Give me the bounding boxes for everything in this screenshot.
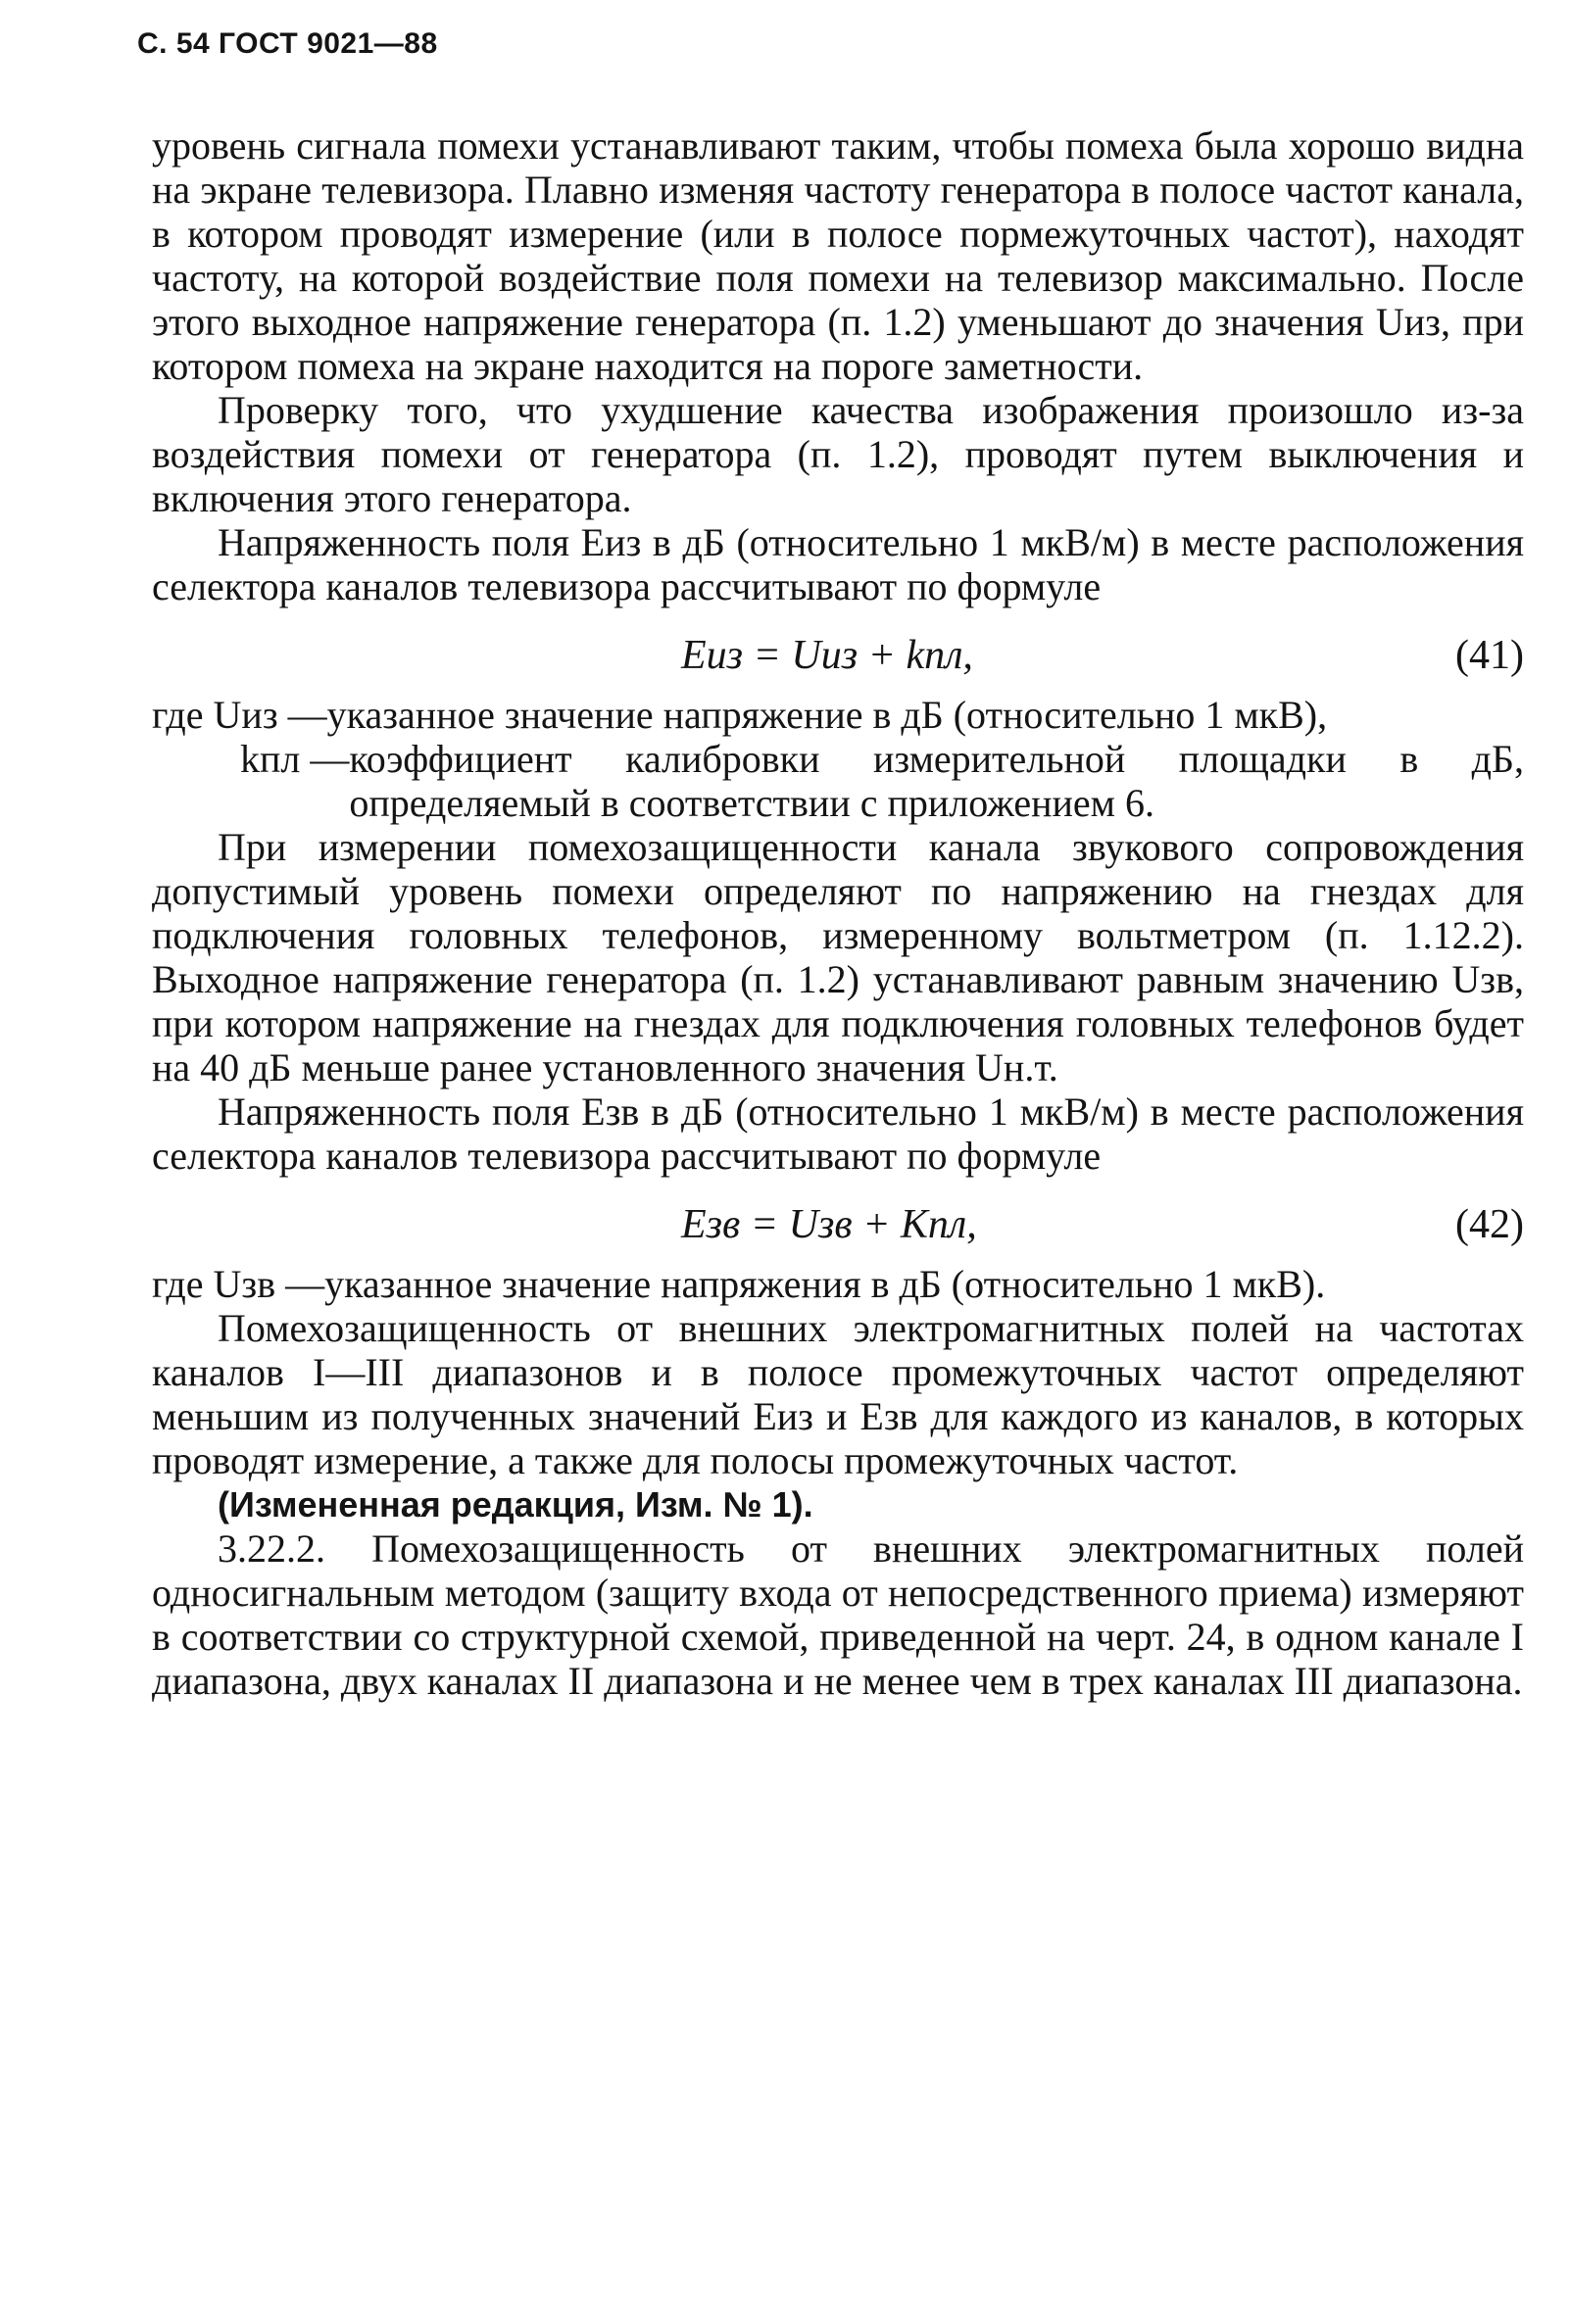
amendment-note: (Измененная редакция, Изм. № 1). bbox=[218, 1484, 813, 1525]
paragraph: При измерении помехозащищенности канала звукового сопровождения допустимый уровень помехи определяют по напряжению на гнездах для подключения головных телефонов, измеренному вольтметром (п. 1.12.2). Выходное напряжение генератора (п. 1.2) устанавливают равным значению Uзв, при котором напряжение на гнездах для подключения головных телефонов будет на 40 дБ меньше ранее установленного значения Uн.т. bbox=[152, 825, 1524, 1089]
definition-text: коэффициент калибровки измерительной площадки в дБ, определяемый в соответствии с приложением 6. bbox=[349, 737, 1524, 825]
definition-term: kпл — bbox=[240, 737, 350, 781]
paragraph: Напряженность поля Eзв в дБ (относительно 1 мкВ/м) в месте расположения селектора каналов телевизора рассчитывают по формуле bbox=[152, 1089, 1524, 1178]
formula-number: (41) bbox=[1455, 633, 1524, 678]
definition-term: где Uзв — bbox=[152, 1262, 325, 1306]
paragraph: Напряженность поля Eиз в дБ (относительно 1 мкВ/м) в месте расположения селектора каналов телевизора рассчитывают по формуле bbox=[152, 520, 1524, 608]
paragraph: 3.22.2. Помехозащищенность от внешних электромагнитных полей односигнальным методом (защиту входа от непосредственного приема) измеряют в соответствии со структурной схемой, приведенной на черт. 24, в одном канале I диапазона, двух каналах II диапазона и не менее чем в трех каналах III диапазона. bbox=[152, 1526, 1524, 1703]
definition bbox=[152, 737, 1524, 825]
body-text bbox=[152, 123, 1524, 1703]
formula-expression: Eиз = Uиз + kпл, bbox=[681, 633, 973, 678]
paragraph: уровень сигнала помехи устанавливают таким, чтобы помеха была хорошо видна на экране телевизора. Плавно изменяя частоту генератора в полосе частот канала, в котором проводят измерение (или в полосе пормежуточных частот), находят частоту, на которой воздействие поля помехи на телевизор максимально. После этого выходное напряжение генератора (п. 1.2) уменьшают до значения Uиз, при котором помеха на экране находится на пороге заметности. bbox=[152, 123, 1524, 388]
formula-expression: Eзв = Uзв + Kпл, bbox=[681, 1202, 977, 1247]
definition-term: где Uиз — bbox=[152, 693, 327, 737]
paragraph: Помехозащищенность от внешних электромагнитных полей на частотах каналов I—III диапазонов и в полосе промежуточных частот определяют меньшим из полученных значений Eиз и Eзв для каждого из каналов, в которых проводят измерение, а также для полосы промежуточных частот. bbox=[152, 1306, 1524, 1482]
formula-42 bbox=[152, 1195, 1524, 1254]
definition-text: указанное значение напряжение в дБ (относительно 1 мкВ), bbox=[326, 693, 1328, 737]
definition-text: указанное значение напряжения в дБ (относительно 1 мкВ). bbox=[324, 1262, 1326, 1306]
paragraph: Проверку того, что ухудшение качества изображения произошло из-за воздействия помехи от генератора (п. 1.2), проводят путем выключения и включения этого генератора. bbox=[152, 388, 1524, 520]
definition bbox=[152, 1262, 1524, 1306]
definition bbox=[152, 693, 1524, 737]
formula-41 bbox=[152, 626, 1524, 685]
formula-number: (42) bbox=[1455, 1202, 1524, 1247]
page-header: С. 54 ГОСТ 9021—88 bbox=[137, 27, 438, 60]
